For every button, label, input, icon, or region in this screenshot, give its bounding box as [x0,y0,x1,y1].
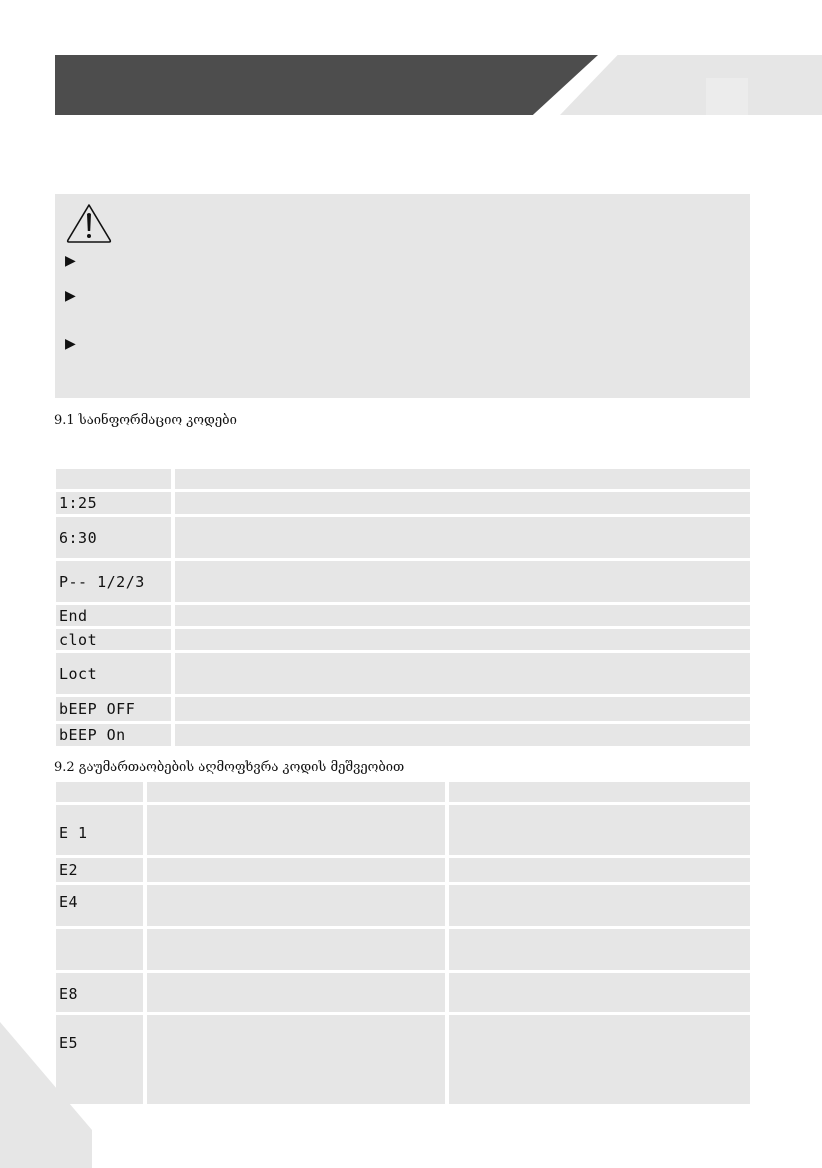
table-header-cell [56,782,143,802]
table-row [175,605,750,626]
code-clot: clot [59,631,98,649]
code-p-123: P-- 1/2/3 [59,573,145,591]
table-row [449,929,750,970]
table-row [56,885,143,926]
table-row [147,1015,445,1104]
table-row [449,1015,750,1104]
header-band [55,55,598,115]
code-end: End [59,607,88,625]
table-row [56,561,171,602]
warning-box [55,194,750,398]
table-row [449,858,750,882]
code-e8: E8 [59,985,79,1003]
table-row [56,724,171,746]
table-row [175,697,750,721]
table-row [56,1015,143,1104]
code-e4: E4 [59,893,79,911]
table-row [175,492,750,514]
table-header-cell [147,782,445,802]
table-row [147,858,445,882]
table-row [56,805,143,855]
code-e2: E2 [59,861,79,879]
table-row [147,973,445,1012]
table-row [147,929,445,970]
bullet-icon: ▶ [65,288,76,304]
table-row [449,885,750,926]
table-row [449,805,750,855]
table-row [449,973,750,1012]
code-beep-off: bEEP OFF [59,700,136,718]
info-codes-title: 9.1 საინფორმაციო კოდები [54,413,237,428]
table-row [175,724,750,746]
code-6-30: 6:30 [59,529,98,547]
code-e5: E5 [59,1034,79,1052]
table-row [56,858,143,882]
table-row [56,653,171,694]
table-header-cell [56,469,171,489]
table-row [175,653,750,694]
table-row [175,629,750,650]
bullet-icon: ▶ [65,253,76,269]
table-row [175,561,750,602]
table-row [56,517,171,558]
table-row [175,517,750,558]
code-loct: Loct [59,665,98,683]
table-row [147,885,445,926]
table-row [56,605,171,626]
warning-icon [65,202,113,244]
code-beep-on: bEEP On [59,726,126,744]
table-row [56,697,171,721]
table-row [56,629,171,650]
table-row [56,929,143,970]
code-e1: E 1 [59,824,88,842]
bullet-icon: ▶ [65,336,76,352]
table-header-cell [449,782,750,802]
table-row [56,492,171,514]
error-codes-title: 9.2 გაუმართაობების აღმოფხვრა კოდის მეშვეობით [54,760,405,775]
table-row [147,805,445,855]
header-tab [560,55,822,115]
code-1-25: 1:25 [59,494,98,512]
table-row [56,973,143,1012]
table-header-cell [175,469,750,489]
header-tab-mark [706,78,748,115]
